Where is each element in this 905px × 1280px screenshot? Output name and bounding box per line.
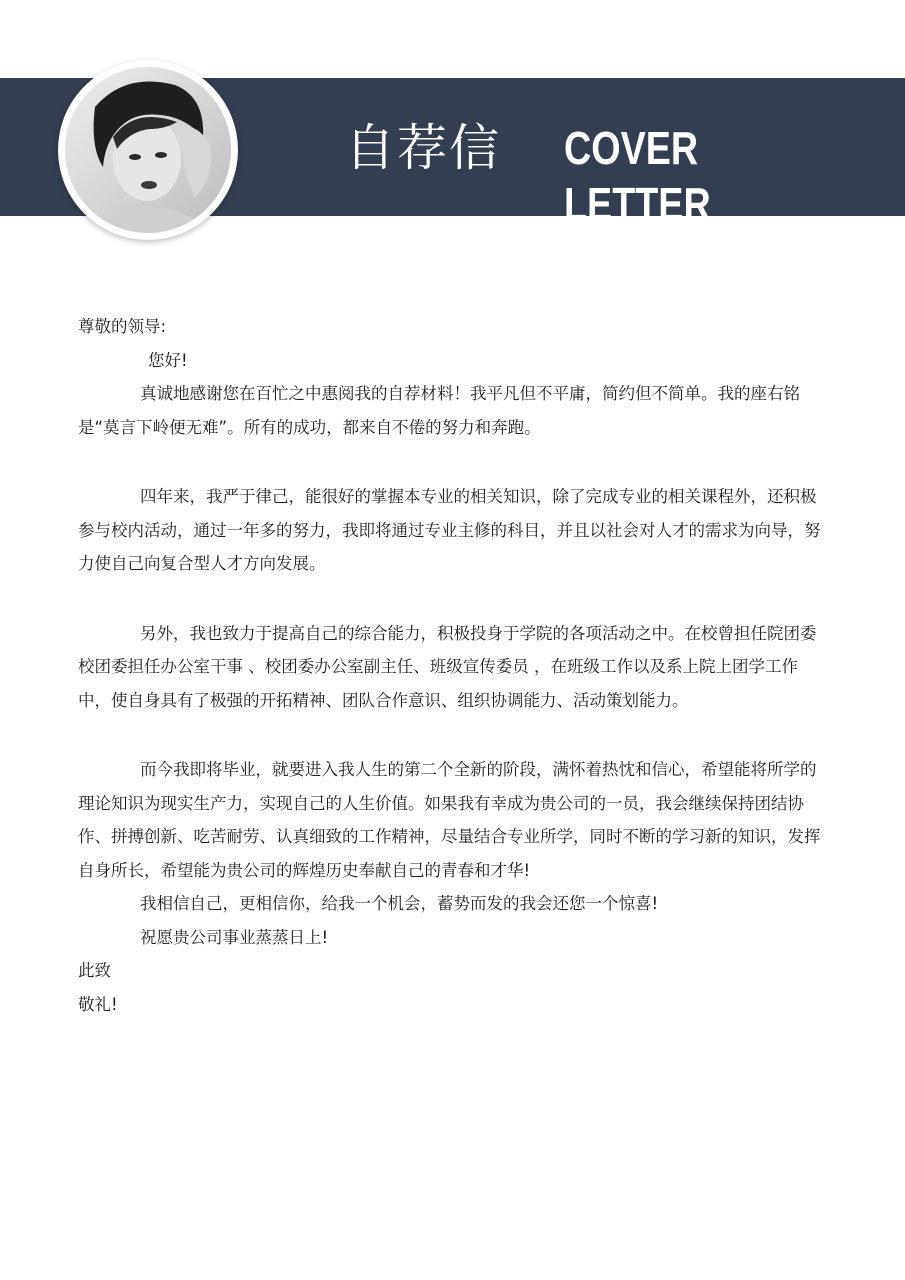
paragraph-3: 另外，我也致力于提高自己的综合能力，积极投身于学院的各项活动之中。在校曾担任院团委校团委担任办公室干事 、校团委办公室副主任、班级宣传委员 ，在班级工作以及系上院上团学工作中，使自身具有了极强的开拓精神、团队合作意识、组织协调能力、活动策划能力。: [78, 623, 817, 710]
title-chinese: 自荐信: [345, 119, 501, 177]
avatar: [58, 60, 238, 240]
avatar-photo: [65, 67, 231, 233]
line-5: 我相信自己，更相信你，给我一个机会，蓄势而发的我会还您一个惊喜!: [140, 894, 659, 913]
line-6: 祝愿贵公司事业蒸蒸日上!: [140, 927, 329, 947]
title-english: COVER LETTER: [564, 122, 711, 230]
greeting: 您好!: [148, 350, 188, 370]
closing-2: 敬礼!: [78, 994, 118, 1014]
paragraph-gap: [78, 444, 828, 480]
closing-1: 此致: [78, 961, 111, 980]
salutation: 尊敬的领导:: [78, 317, 167, 336]
paragraph-1: 真诚地感谢您在百忙之中惠阅我的自荐材料！我平凡但不平庸，简约但不简单。我的座右铭是“莫言下岭便无难”。所有的成功，都来自不倦的努力和奔跑。: [78, 384, 800, 437]
paragraph-2: 四年来，我严于律己，能很好的掌握本专业的相关知识，除了完成专业的相关课程外，还积极参与校内活动，通过一年多的努力，我即将通过专业主修的科目，并且以社会对人才的需求为向导，努力使自己向复合型人才方向发展。: [78, 487, 821, 573]
paragraph-4: 而今我即将毕业，就要进入我人生的第二个全新的阶段，满怀着热忱和信心，希望能将所学的理论知识为现实生产力，实现自己的人生价值。如果我有幸成为贵公司的一员，我会继续保持团结协作、拼搏创新、吃苦耐劳、认真细致的工作精神，尽量结合专业所学，同时不断的学习新的知识，发挥自身所长，希望能为贵公司的辉煌历史奉献自己的青春和才华!: [78, 760, 821, 880]
paragraph-gap: [78, 717, 828, 753]
letter-body: [78, 310, 828, 1021]
paragraph-gap: [78, 581, 828, 617]
portrait-image: [65, 67, 231, 233]
